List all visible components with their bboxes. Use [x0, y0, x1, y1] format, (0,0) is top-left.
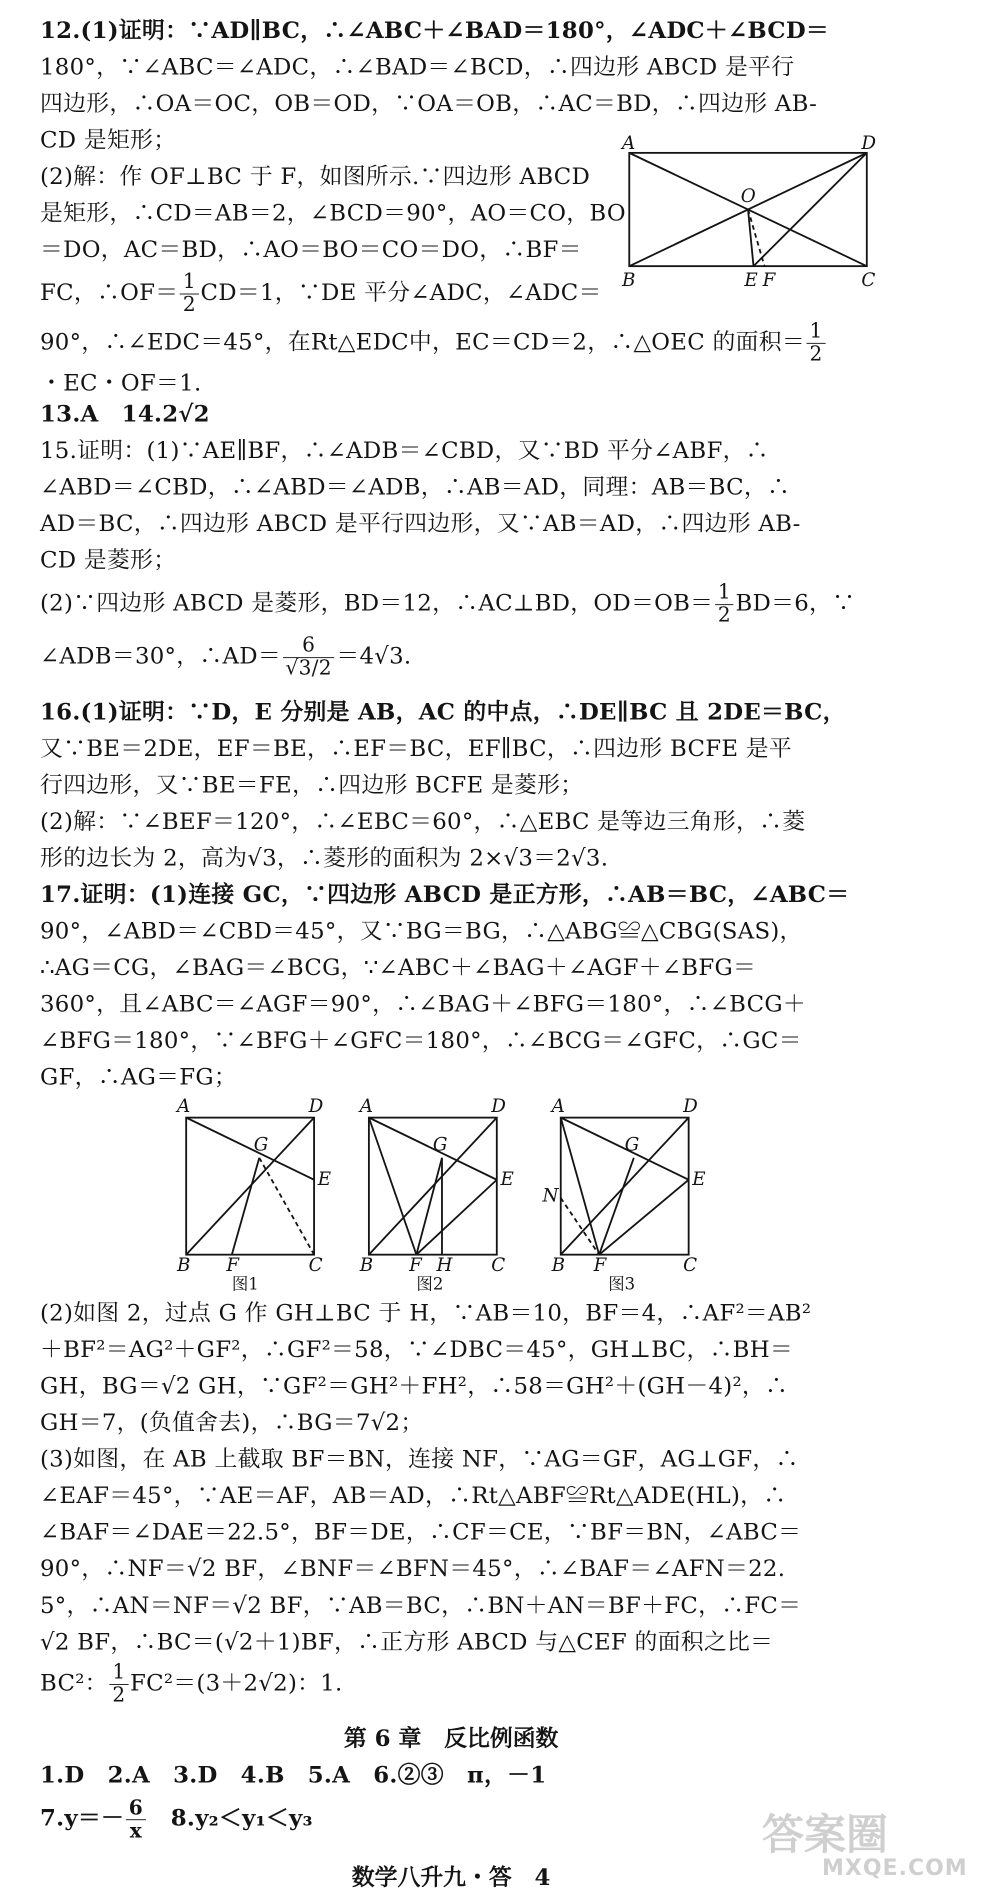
- q15-line-1: 15.证明：(1)∵AE∥BF，∴∠ADB＝∠CBD，又∵BD 平分∠ABF，∴: [40, 436, 769, 464]
- q12-line-6: 是矩形，∴CD＝AB＝2，∠BCD＝90°，AO＝CO，BO: [40, 199, 626, 226]
- fraction-numerator: 1: [180, 272, 199, 295]
- fraction-denominator: 2: [717, 604, 731, 628]
- q12-line-2: 180°，∵∠ABC＝∠ADC，∴∠BAD＝∠BCD，∴四边形 ABCD 是平行: [40, 53, 795, 80]
- fig2-label-G: G: [432, 1134, 448, 1156]
- fig1-label-C: C: [308, 1255, 323, 1277]
- fig2-label-B: B: [359, 1255, 374, 1277]
- fig3-label-N: N: [542, 1185, 559, 1207]
- q17-part3-line-7-a: BC²：: [40, 1669, 108, 1696]
- q17-part3-line-7: [40, 1662, 343, 1707]
- label-F: F: [762, 270, 776, 292]
- q12-line-5: (2)解：作 OF⊥BC 于 F，如图所示.∵四边形 ABCD: [40, 162, 591, 190]
- fig3-label-D: D: [683, 1096, 698, 1118]
- q16-line-1: 16.(1)证明：∵D，E 分别是 AB，AC 的中点，∴DE∥BC 且 2DE＝BC，: [40, 698, 846, 725]
- q15-line-2: ∠ABD＝∠CBD，∴∠ABD＝∠ADB，∴AB＝AD，同理：AB＝BC，∴: [40, 473, 791, 501]
- fraction-denominator: √3/2: [285, 657, 332, 681]
- fig3-label-B: B: [551, 1255, 566, 1277]
- label-B: B: [621, 270, 636, 292]
- fig2-label-E: E: [500, 1169, 514, 1191]
- q15-line-6-b: ＝4√3.: [336, 642, 412, 670]
- fig1-label-D: D: [308, 1096, 324, 1118]
- q15-line-4: CD 是菱形；: [40, 546, 177, 574]
- fig1-label-B: B: [177, 1255, 191, 1277]
- figure-1: [186, 1118, 314, 1255]
- fig3-label-G: G: [624, 1134, 640, 1156]
- chapter-answers-row-2: [40, 1797, 313, 1842]
- fraction: [110, 1662, 129, 1707]
- fig3-label-F: F: [593, 1255, 607, 1277]
- fraction-denominator: 2: [809, 342, 823, 366]
- fraction: [807, 321, 826, 366]
- fig2-label-C: C: [491, 1255, 506, 1277]
- fig1-label-E: E: [317, 1169, 332, 1191]
- q15-line-6-a: ∠ADB＝30°，∴AD＝: [40, 642, 281, 670]
- q17-part2-line-1: (2)如图 2，过点 G 作 GH⊥BC 于 H，∵AB＝10，BF＝4，∴AF²＝AB²: [40, 1299, 812, 1326]
- fig3-label-A: A: [551, 1096, 565, 1118]
- q12-line-9: [40, 321, 827, 366]
- q15-line-6: [40, 635, 411, 680]
- fraction-denominator: 2: [182, 293, 196, 317]
- answer-7-a: 7.y＝－: [40, 1804, 125, 1832]
- fraction-numerator: 1: [110, 1662, 129, 1685]
- fraction: [126, 1797, 146, 1842]
- figure-2-caption: 图2: [416, 1274, 444, 1294]
- q17-part3-line-7-b: FC²＝(3＋2√2)：1.: [129, 1669, 343, 1696]
- q17-part3-line-3: ∠BAF＝∠DAE＝22.5°，BF＝DE，∴CF＝CE，∵BF＝BN，∠ABC＝: [40, 1518, 802, 1546]
- q16-line-5: 形的边长为 2，高为√3，∴菱形的面积为 2×√3＝2√3.: [40, 844, 609, 871]
- fig3-label-E: E: [692, 1169, 706, 1191]
- q12-line-1: 12.(1)证明：∵AD∥BC，∴∠ABC＋∠BAD＝180°，∠ADC＋∠BCD＝: [40, 16, 830, 44]
- fraction-numerator: 6: [283, 635, 335, 658]
- fraction: [180, 272, 199, 317]
- q16-line-3: 行四边形，又∵BE＝FE，∴四边形 BCFE 是菱形；: [40, 771, 584, 798]
- q17-part2-line-3: GH，BG＝√2 GH，∵GF²＝GH²＋FH²，∴58＝GH²＋(GH－4)²，∴: [40, 1372, 789, 1400]
- figure-1-caption: 图1: [231, 1274, 259, 1294]
- q16-line-2: 又∵BE＝2DE，EF＝BE，∴EF＝BC，EF∥BC，∴四边形 BCFE 是平: [40, 734, 793, 762]
- q17-part3-line-6: √2 BF，∴BC＝(√2＋1)BF，∴正方形 ABCD 与△CEF 的面积之比＝: [40, 1628, 774, 1655]
- chapter-heading: 第 6 章 反比例函数: [343, 1725, 559, 1752]
- q17-line-1: 17.证明：(1)连接 GC，∵四边形 ABCD 是正方形，∴AB＝BC，∠ABC＝: [40, 880, 850, 908]
- answer-8: 8.y₂＜y₁＜y₃: [147, 1804, 313, 1832]
- q13-14-answer: 13.A 14.2√2: [40, 400, 210, 427]
- q15-line-3: AD＝BC，∴四边形 ABCD 是平行四边形，又∵AB＝AD，∴四边形 AB-: [40, 510, 801, 537]
- q17-part3-line-5: 5°，∴AN＝NF＝√2 BF，∵AB＝BC，∴BN＋AN＝BF＋FC，∴FC＝: [40, 1591, 802, 1619]
- fig1-label-G: G: [253, 1134, 269, 1156]
- q17-line-3: ∴AG＝CG，∠BAG＝∠BCG，∵∠ABC＋∠BAG＋∠AGF＋∠BFG＝: [40, 954, 757, 981]
- watermark-url: MXQE.COM: [822, 1856, 968, 1881]
- q17-part3-line-4: 90°，∴NF＝√2 BF，∠BNF＝∠BFN＝45°，∴∠BAF＝∠AFN＝22.: [40, 1555, 786, 1582]
- chapter-answers-row-1: 1.D 2.A 3.D 4.B 5.A 6.②③ π，－1: [40, 1761, 547, 1789]
- q17-part2-line-4: GH＝7，(负值舍去)，∴BG＝7√2；: [40, 1409, 424, 1436]
- fraction-numerator: 1: [807, 321, 826, 344]
- q15-line-5-a: (2)∵四边形 ABCD 是菱形，BD＝12，∴AC⊥BD，OD＝OB＝: [40, 589, 714, 617]
- q17-line-6: GF，∴AG＝FG；: [40, 1063, 238, 1091]
- fig2-label-A: A: [359, 1096, 373, 1118]
- q12-line-8-a: FC，∴OF＝: [40, 278, 179, 306]
- figure-3-caption: 图3: [608, 1274, 636, 1294]
- q17-line-5: ∠BFG＝180°，∵∠BFG＋∠GFC＝180°，∴∠BCG＝∠GFC，∴GC＝: [40, 1027, 802, 1054]
- label-O: O: [740, 186, 756, 208]
- label-A: A: [621, 133, 636, 155]
- watermark-title: 答案圈: [762, 1810, 889, 1859]
- fig1-label-A: A: [177, 1096, 191, 1118]
- q15-line-5-b: BD＝6，∵: [735, 589, 856, 617]
- fraction: [283, 635, 335, 680]
- fraction-denominator: 2: [112, 1684, 126, 1707]
- q17-figures: [177, 1096, 725, 1295]
- q16-line-4: (2)解：∵∠BEF＝120°，∴∠EBC＝60°，∴△EBC 是等边三角形，∴菱: [40, 807, 806, 835]
- q12-line-10: ・EC・OF＝1.: [40, 369, 202, 396]
- q12-line-3: 四边形，∴OA＝OC，OB＝OD，∵OA＝OB，∴AC＝BD，∴四边形 AB-: [40, 89, 818, 117]
- q12-line-8-b: CD＝1，∵DE 平分∠ADC，∠ADC＝: [200, 278, 602, 306]
- fig2-label-H: H: [436, 1255, 453, 1277]
- fig2-label-F: F: [409, 1255, 422, 1277]
- fraction-numerator: 1: [715, 582, 734, 605]
- q12-line-9-a: 90°，∴∠EDC＝45°，在Rt△EDC中，EC＝CD＝2，∴△OEC 的面积＝: [40, 328, 805, 355]
- q17-line-4: 360°，且∠ABC＝∠AGF＝90°，∴∠BAG＋∠BFG＝180°，∴∠BCG＋: [40, 990, 807, 1018]
- fig1-label-F: F: [226, 1255, 240, 1277]
- page-footer: 数学八升九・答 4: [351, 1864, 551, 1891]
- watermark-logo: [752, 1792, 982, 1892]
- q15-line-5: [40, 582, 855, 627]
- fig3-label-C: C: [683, 1255, 698, 1277]
- label-E: E: [744, 270, 758, 292]
- q17-part2-line-2: ＋BF²＝AG²＋GF²，∴GF²＝58，∵∠DBC＝45°，GH⊥BC，∴BH＝: [40, 1335, 794, 1363]
- label-C: C: [861, 270, 876, 292]
- fraction: [715, 582, 734, 627]
- fraction-denominator: x: [129, 1819, 143, 1844]
- q12-rectangle-figure: [620, 133, 876, 292]
- q12-line-4: CD 是矩形；: [40, 126, 177, 153]
- q17-line-2: 90°，∠ABD＝∠CBD＝45°，又∵BG＝BG，∴△ABG≌△CBG(SAS)，: [40, 917, 803, 945]
- fig2-label-D: D: [491, 1096, 506, 1118]
- q17-part3-line-1: (3)如图，在 AB 上截取 BF＝BN，连接 NF，∵AG＝GF，AG⊥GF，∴: [40, 1445, 799, 1473]
- label-D: D: [861, 133, 876, 155]
- q12-line-8: [40, 272, 602, 317]
- q17-part3-line-2: ∠EAF＝45°，∵AE＝AF，AB＝AD，∴Rt△ABF≌Rt△ADE(HL)，∴: [40, 1482, 787, 1509]
- fraction-numerator: 6: [126, 1797, 146, 1820]
- q12-line-7: ＝DO，AC＝BD，∴AO＝BO＝CO＝DO，∴BF＝: [40, 236, 582, 263]
